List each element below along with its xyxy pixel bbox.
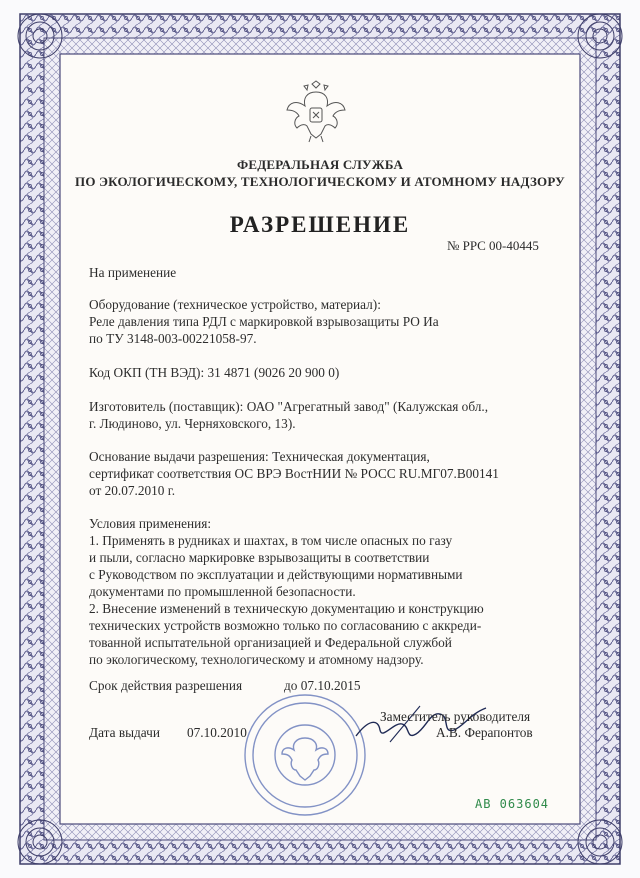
equipment-label: Оборудование (техническое устройство, материал): [89, 297, 381, 312]
conditions-line: с Руководством по эксплуатации и действующими нормативными [89, 567, 463, 582]
signatory-position: Заместитель руководителя [380, 709, 531, 724]
issue-date-label: Дата выдачи [89, 725, 160, 740]
manufacturer-line2: г. Людиново, ул. Черняховского, 13). [89, 416, 296, 431]
conditions-line: тованной испытательной организацией и Федеральной службой [89, 635, 452, 650]
basis-line1: Основание выдачи разрешения: Техническая документация, [89, 449, 430, 464]
signatory-name: А.В. Ферапонтов [436, 725, 533, 740]
document-number: № PPC 00-40445 [447, 238, 539, 253]
conditions-line: по экологическому, технологическому и атомному надзору. [89, 652, 424, 667]
validity-value: до 07.10.2015 [284, 678, 361, 693]
manufacturer-line1: Изготовитель (поставщик): ОАО "Агрегатный завод" (Калужская обл., [89, 399, 489, 414]
conditions-line: документами по промышленной безопасности. [89, 584, 356, 599]
serial-number: АВ 063604 [475, 797, 550, 811]
conditions-line: технических устройств возможно только по согласованию с аккреди- [89, 618, 482, 633]
conditions-line: 2. Внесение изменений в техническую документацию и конструкцию [89, 601, 484, 616]
document-title: РАЗРЕШЕНИЕ [229, 212, 411, 237]
okp-code: Код ОКП (ТН ВЭД): 31 4871 (9026 20 900 0) [89, 365, 340, 380]
equipment-line2: по ТУ 3148-003-00221058-97. [89, 331, 257, 346]
basis-line2: сертификат соответствия ОС ВРЭ ВостНИИ № РОСС RU.МГ07.В00141 [89, 466, 499, 481]
agency-name-line1: ФЕДЕРАЛЬНАЯ СЛУЖБА [236, 157, 404, 172]
equipment-line1: Реле давления типа РДЛ с маркировкой взрывозащиты РО Иа [89, 314, 439, 329]
conditions-line: и пыли, согласно маркировке взрывозащиты в соответствии [89, 550, 430, 565]
purpose-text: На применение [89, 265, 177, 280]
agency-name-line2: ПО ЭКОЛОГИЧЕСКОМУ, ТЕХНОЛОГИЧЕСКОМУ И АТОМНОМУ НАДЗОРУ [75, 174, 565, 189]
issue-date-value: 07.10.2010 [187, 725, 247, 740]
basis-line3: от 20.07.2010 г. [89, 483, 176, 498]
validity-label: Срок действия разрешения [89, 678, 243, 693]
coat-of-arms-icon [285, 80, 347, 144]
conditions-heading: Условия применения: [89, 516, 212, 531]
conditions-line: 1. Применять в рудниках и шахтах, в том числе опасных по газу [89, 533, 453, 548]
